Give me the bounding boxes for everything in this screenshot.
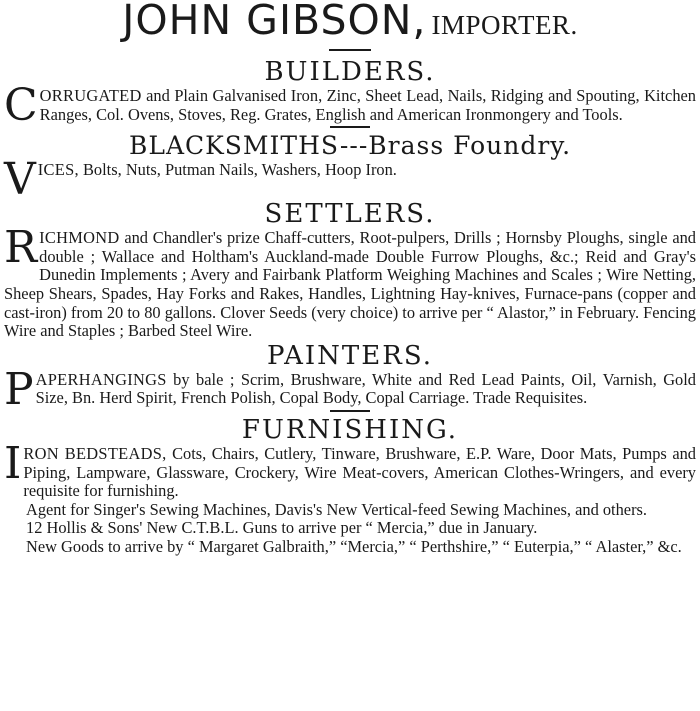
guns-notice: 12 Hollis & Sons' New C.T.B.L. Guns to arrive per “ Mercia,” due in January. bbox=[26, 518, 538, 538]
section-heading-builders: BUILDERS. bbox=[264, 57, 436, 87]
divider-rule bbox=[329, 49, 371, 51]
section-heading-settlers: SETTLERS. bbox=[264, 199, 436, 230]
divider-rule bbox=[330, 126, 370, 128]
body-text-builders: and Plain Galvanised Iron, Zinc, Sheet Lead, Nails, Ridging and Spouting, Kitchen Ranges, Col. Ovens, Stoves, Reg. Grates, English and American Ironmongery and Tools. bbox=[39, 86, 696, 124]
dropcap-furnishing: I bbox=[4, 437, 22, 489]
lead-word-builders: ORRUGATED bbox=[39, 86, 142, 105]
new-goods-notice: New Goods to arrive by “ Margaret Galbraith,” “Mercia,” “ Perthshire,” “ Euterpia,” “ Alaster,” &c. bbox=[26, 536, 682, 556]
divider-rule bbox=[330, 410, 370, 412]
section-body-blacksmiths bbox=[4, 154, 696, 206]
masthead bbox=[4, 0, 696, 44]
lead-word-furnishing: RON BEDSTEADS, bbox=[23, 443, 167, 463]
section-heading-blacksmiths: BLACKSMITHS---Brass Foundry. bbox=[128, 131, 572, 161]
merchant-name: JOHN GIBSON, bbox=[122, 0, 427, 44]
body-text-settlers: and Chandler's prize Chaff-cutters, Root-pulpers, Drills ; Hornsby Ploughs, single and double ; Wallace and Holtham's Auckland-made Double Furrow Ploughs, &c.; Reid and Gray's Dunedin Implements ; Avery and Fairbank Platform Weighing Machines and Scales ; Wire Netting, Sheep Shears, Spades, Hay Forks and Rakes, Handles, Lightning Hay-knives, Furnace-pans (copper and cast-iron) from 20 to 80 gallons. Clover Seeds (very choice) to arrive per “ Alastor,” in February. Fencing Wire and Staples ; Barbed Steel Wire. bbox=[4, 228, 696, 341]
section-heading-furnishing: FURNISHING. bbox=[241, 414, 459, 445]
lead-word-painters: APERHANGINGS bbox=[35, 369, 167, 389]
section-body-painters bbox=[4, 363, 696, 415]
section-body-builders bbox=[4, 80, 696, 131]
section-heading-painters: PAINTERS. bbox=[267, 340, 433, 371]
agent-notice: Agent for Singer's Sewing Machines, Davis's New Vertical-feed Sewing Machines, and others. bbox=[26, 499, 648, 519]
section-body-furnishing bbox=[4, 437, 696, 501]
lead-word-settlers: ICHMOND bbox=[39, 228, 120, 248]
section-body-settlers bbox=[4, 222, 696, 341]
dropcap-builders: C bbox=[4, 80, 38, 131]
lead-word-blacksmiths: ICES, bbox=[37, 160, 79, 180]
dropcap-blacksmiths: V bbox=[4, 154, 36, 206]
body-text-furnishing: Cots, Chairs, Cutlery, Tinware, Brushware, E.P. Ware, Door Mats, Pumps and Piping, Lampware, Glassware, Crockery, Wire Meat-covers, American Clothes-Wringers, and every requisite for furnishing. bbox=[23, 443, 696, 501]
body-text-painters: by bale ; Scrim, Brushware, White and Red Lead Paints, Oil, Varnish, Gold Size, Bn. Herd Spirit, French Polish, Copal Body, Copal Carriage. Trade Requisites. bbox=[35, 369, 696, 408]
body-text-blacksmiths: Bolts, Nuts, Putman Nails, Washers, Hoop Iron. bbox=[78, 160, 397, 180]
dropcap-painters: P bbox=[4, 363, 34, 415]
merchant-title: IMPORTER. bbox=[431, 10, 578, 40]
dropcap-settlers: R bbox=[4, 222, 38, 274]
